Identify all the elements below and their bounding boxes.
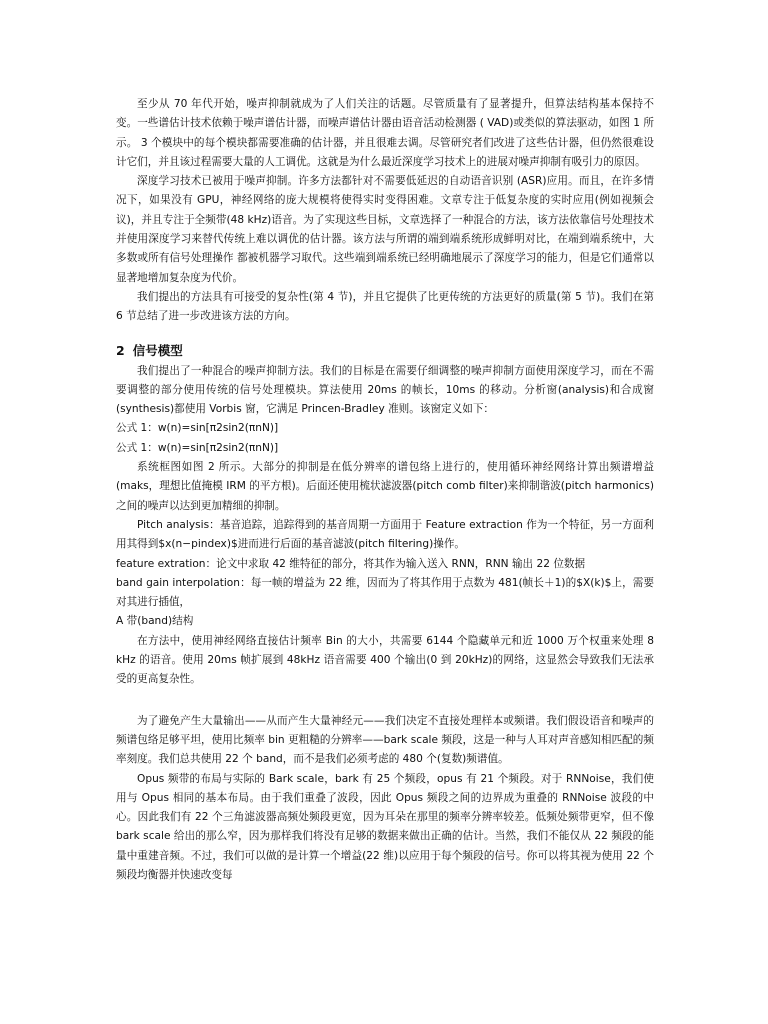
formula-line-1: 公式 1：w(n)=sin[π2sin2(πnN)] bbox=[116, 422, 279, 435]
section-paragraph-9: Opus 频带的布局与实际的 Bark scale，bark 有 25 个频段，opus 有 21 个频段。对于 RNNoise，我们使用与 Opus 相同的基本布局。由于我们重叠了波段，因此 Opus 频段之间的边界成为重叠的 RNNoise 波段的中心。因此我们有 22 个三角滤波器高频处频段更宽，因为耳朵在那里的频率分辨率较差。低频处频带更窄，但不像 bark scale 给出的那么窄，因为那样我们将没有足够的数据来做出正确的估计。当然，我们不能仅从 22 频段的能量中重建音频。不过，我们可以做的是计算一个增益(22 维)以应用于每个频段的信号。你可以将其视为使用 22 个频段均衡器并快速改变每 bbox=[116, 772, 654, 881]
section-paragraph-7: 在方法中，使用神经网络直接估计频率 Bin 的大小，共需要 6144 个隐藏单元和近 1000 万个权重来处理 8 kHz 的语音。使用 20ms 帧扩展到 48kHz 语音需要 400 个输出(0 到 20kHz)的网络，这显然会导致我们无法承受的更高复杂性。 bbox=[116, 634, 654, 686]
intro-paragraph-1: 至少从 70 年代开始，噪声抑制就成为了人们关注的话题。尽管质量有了显著提升，但算法结构基本保持不变。一些谱估计技术依赖于噪声谱估计器，而噪声谱估计器由语音活动检测器 ( VAD)或类似的算法驱动，如图 1 所示。 3 个模块中的每个模块都需要准确的估计器，并且很难去调。尽管研究者们改进了这些估计器，但仍然很难设计它们，并且该过程需要大量的人工调优。这就是为什么最近深度学习技术上的进展对噪声抑制有吸引力的原因。 bbox=[116, 98, 654, 168]
document-page bbox=[116, 95, 654, 885]
paragraph-gap bbox=[116, 690, 654, 712]
pitch-analysis-paragraph: Pitch analysis：基音追踪，追踪得到的基音周期一方面用于 Feature extraction 作为一个特征，另一方面利用其得到$x(n−pindex)$进而进行后面的基音滤波(pitch filtering)操作。 bbox=[116, 518, 654, 551]
intro-paragraph-3: 我们提出的方法具有可接受的复杂性(第 4 节)，并且它提供了比更传统的方法更好的质量(第 5 节)。我们在第 6 节总结了进一步改进该方法的方向。 bbox=[116, 290, 654, 323]
section-paragraph-1: 我们提出了一种混合的噪声抑制方法。我们的目标是在需要仔细调整的噪声抑制方面使用深度学习，而在不需要调整的部分使用传统的信号处理模块。算法使用 20ms 的帧长，10ms 的移动。分析窗(analysis)和合成窗(synthesis)都使用 Vorbis 窗，它满足 Princen-Bradley 准则。该窗定义如下： bbox=[116, 364, 654, 416]
formula-line-2: 公式 1：w(n)=sin[π2sin2(πnN)] bbox=[116, 441, 279, 454]
band-gain-paragraph: band gain interpolation：每一帧的增益为 22 维，因而为了将其作用于点数为 481(帧长＋1)的$X(k)$上，需要对其进行插值， bbox=[116, 576, 654, 609]
section-heading bbox=[116, 341, 654, 361]
subsection-heading-band: A 带(band)结构 bbox=[116, 615, 194, 628]
section-paragraph-2: 系统框图如图 2 所示。大部分的抑制是在低分辨率的谱包络上进行的，使用循环神经网络计算出频谱增益(maks，理想比值掩模 IRM 的平方根)。后面还使用梳状滤波器(pitch comb filter)来抑制谐波(pitch harmonics)之间的噪声以达到更加精细的抑制。 bbox=[116, 461, 654, 512]
section-title: 信号模型 bbox=[132, 342, 183, 358]
intro-paragraph-2: 深度学习技术已被用于噪声抑制。许多方法都针对不需要低延迟的自动语音识别 (ASR)应用。而且，在许多情况下，如果没有 GPU，神经网络的庞大规模将使得实时变得困难。文章专注于低复杂度的实时应用(例如视频会议)，并且专注于全频带(48 kHz)语音。为了实现这些目标，文章选择了一种混合的方法，该方法依靠信号处理技术并使用深度学习来替代传统上难以调优的估计器。该方法与所谓的端到端系统形成鲜明对比，在端到端系统中，大多数或所有信号处理操作 都被机器学习取代。这些端到端系统已经明确地展示了深度学习的能力，但是它们通常以显著地增加复杂度为代价。 bbox=[116, 175, 654, 284]
section-number: 2 bbox=[116, 342, 125, 358]
feature-extraction-paragraph: feature extration：论文中求取 42 维特征的部分，将其作为输入送入 RNN，RNN 输出 22 位数据 bbox=[116, 557, 586, 570]
section-paragraph-8: 为了避免产生大量输出——从而产生大量神经元——我们决定不直接处理样本或频谱。我们假设语音和噪声的频谱包络足够平坦，使用比频率 bin 更粗糙的分辨率——bark scale 频段，这是一种与人耳对声音感知相匹配的频率刻度。我们总共使用 22 个 band，而不是我们必须考虑的 480 个(复数)频谱值。 bbox=[116, 714, 654, 766]
